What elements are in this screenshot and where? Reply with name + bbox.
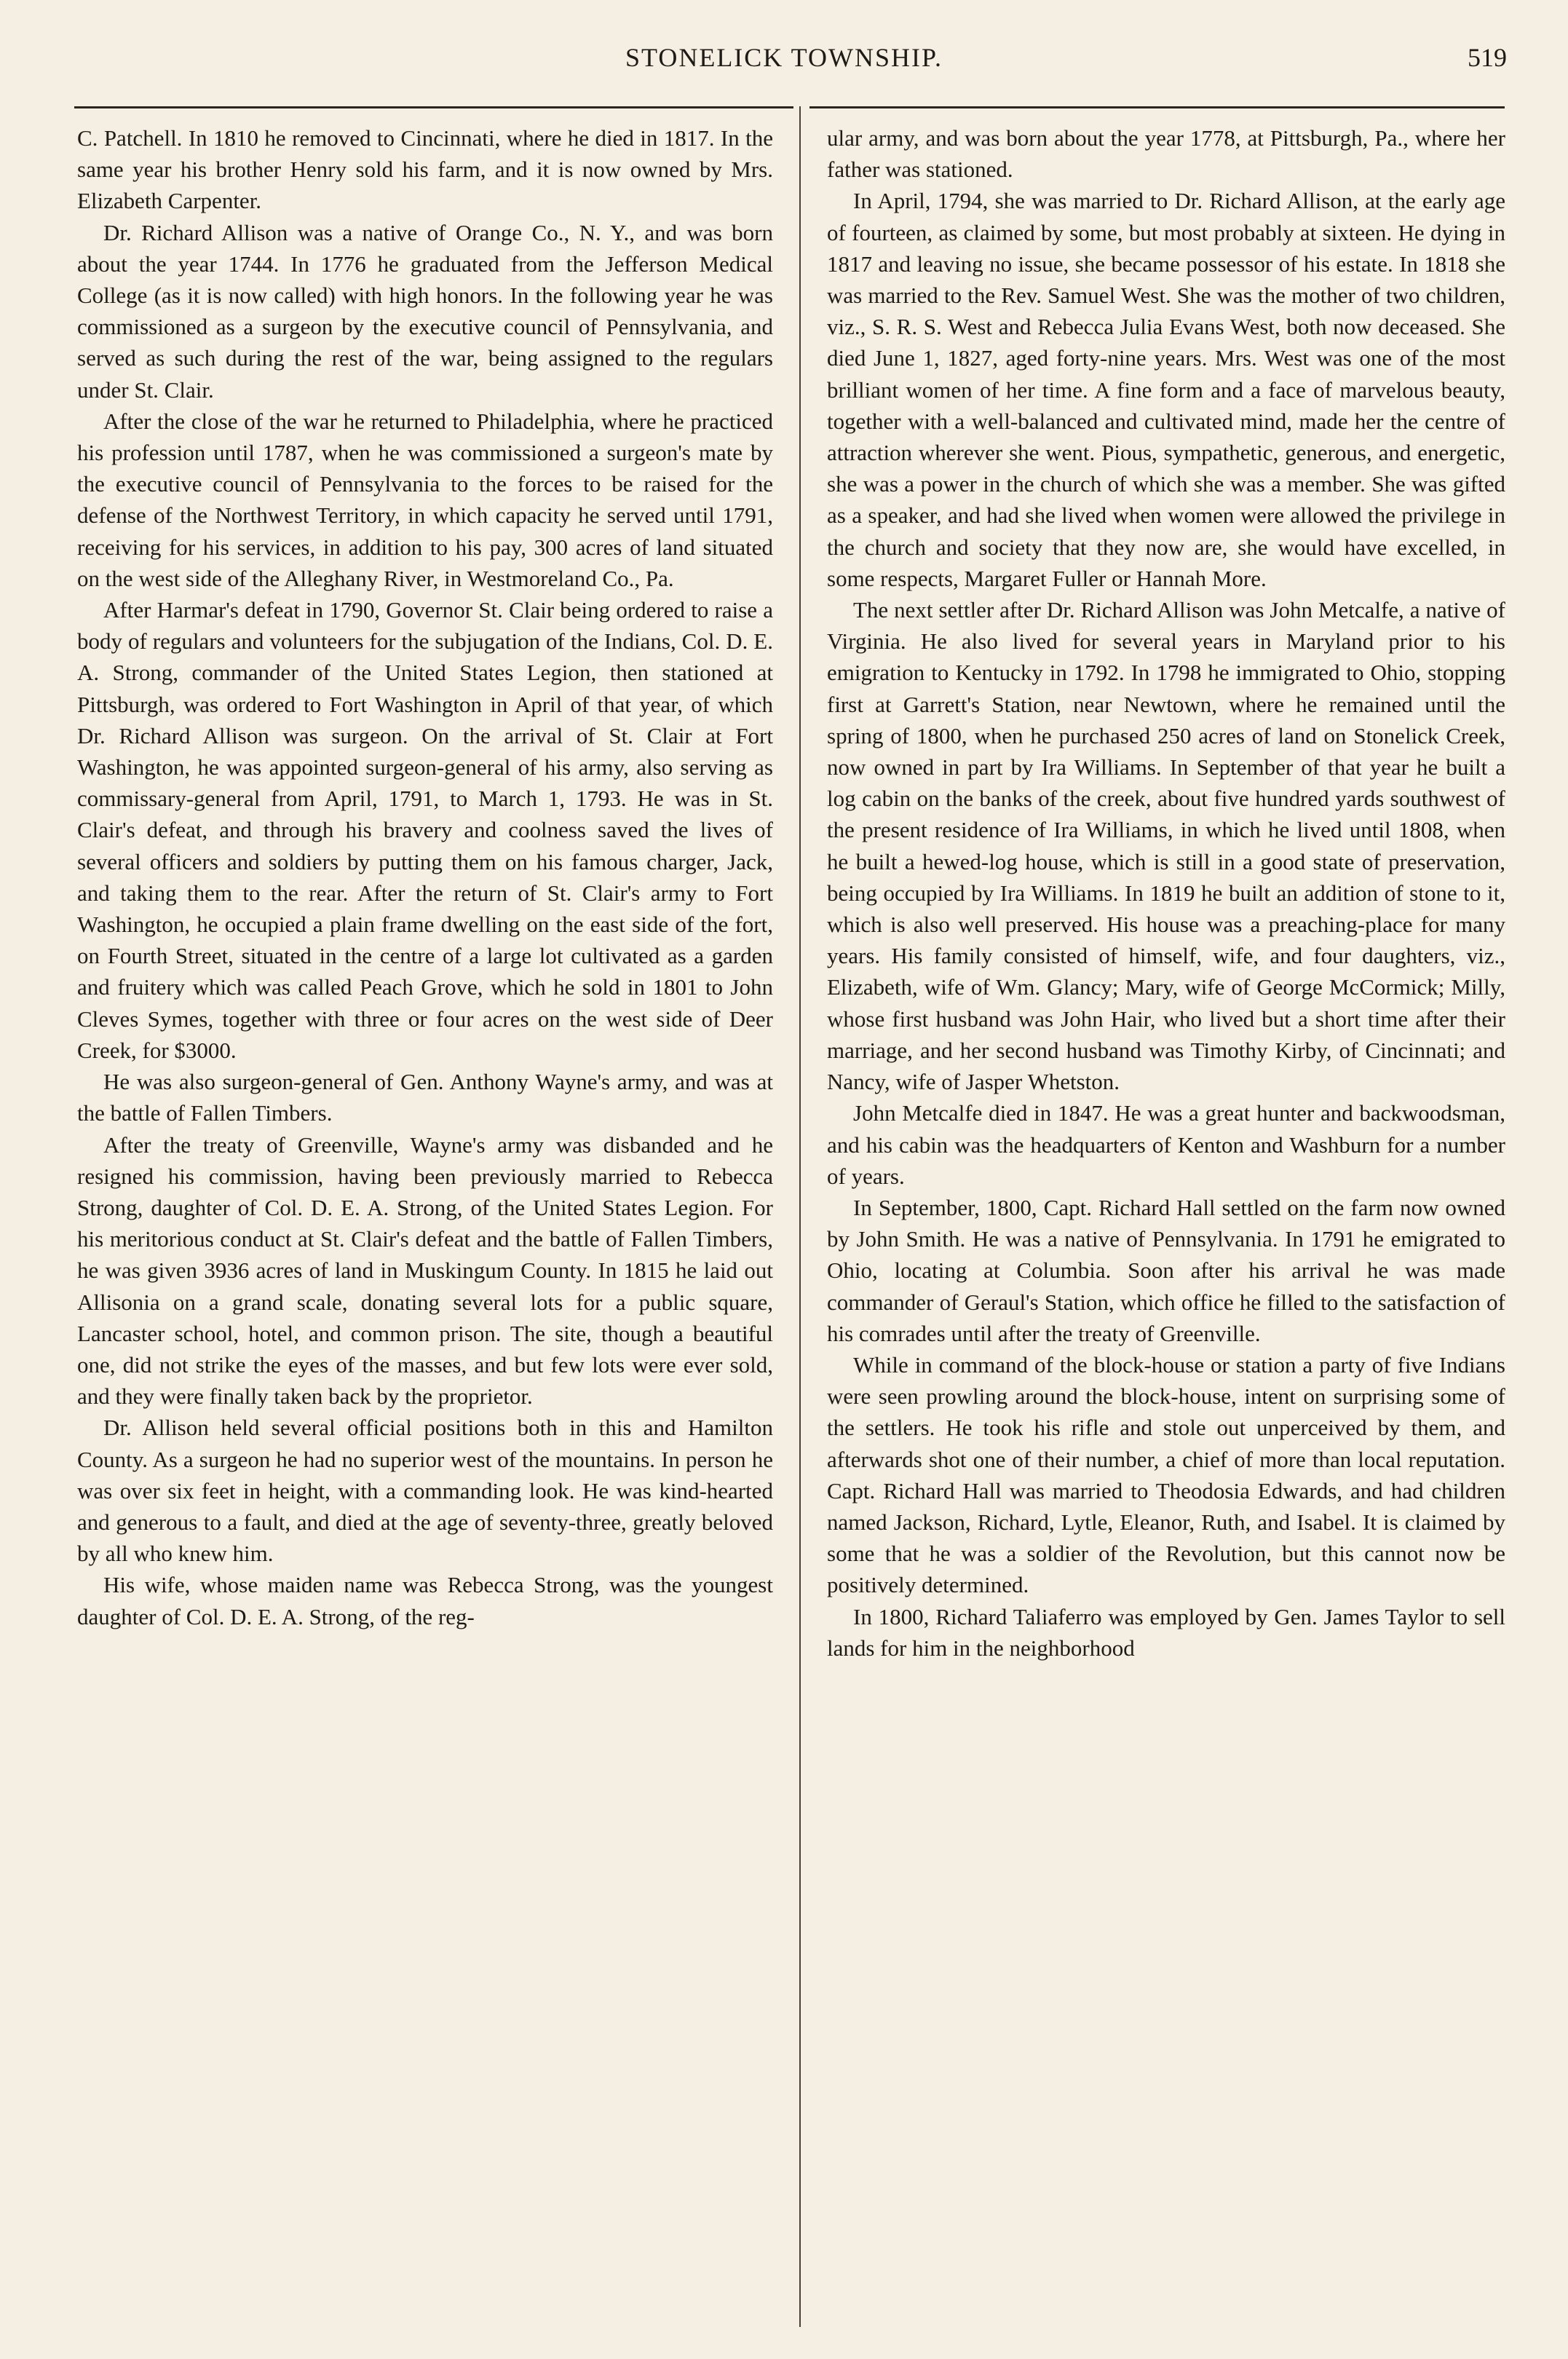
paragraph: After Harmar's defeat in 1790, Governor St. Clair being ordered to raise a body of regulars and volunteers for the subjugation of the Indians, Col. D. E. A. Strong, commander of the United States Legion, then stationed at Pittsburgh, was ordered to Fort Washington in April of that year, of which Dr. Richard Allison was surgeon. On the arrival of St. Clair at Fort Washington, he was appointed surgeon-general of his army, also serving as commissary-general from April, 1791, to March 1, 1793. He was in St. Clair's defeat, and through his bravery and coolness saved the lives of several officers and soldiers by putting them on his famous charger, Jack, and taking them to the rear. After the return of St. Clair's army to Fort Washington, he occupied a plain frame dwelling on the east side of the fort, on Fourth Street, situated in the centre of a large lot cultivated as a garden and fruitery which was called Peach Grove, which he sold in 1801 to John Cleves Symes, together with three or four acres on the west side of Deer Creek, for $3000. [77,597,773,1063]
running-title: STONELICK TOWNSHIP. [625,43,943,72]
left-column [77,122,773,1632]
paragraph: C. Patchell. In 1810 he removed to Cincinnati, where he died in 1817. In the same year his brother Henry sold his farm, and it is now owned by Mrs. Elizabeth Carpenter. [77,125,773,214]
paragraph: After the close of the war he returned to Philadelphia, where he practiced his profession until 1787, when he was commissioned a surgeon's mate by the executive council of Pennsylvania to the forces to be raised for the defense of the Northwest Territory, in which capacity he served until 1791, receiving for his services, in addition to his pay, 300 acres of land situated on the west side of the Alleghany River, in Westmoreland Co., Pa. [77,408,773,591]
paragraph: After the treaty of Greenville, Wayne's army was disbanded and he resigned his commission, having been previously married to Rebecca Strong, daughter of Col. D. E. A. Strong, of the United States Legion. For his meritorious conduct at St. Clair's defeat and the battle of Fallen Timbers, he was given 3936 acres of land in Muskingum County. In 1815 he laid out Allisonia on a grand scale, donating several lots for a public square, Lancaster school, hotel, and common prison. The site, though a beautiful one, did not strike the eyes of the masses, and but few lots were ever sold, and they were finally taken back by the proprietor. [77,1131,773,1410]
page-number: 519 [1468,43,1507,72]
column-divider [799,106,801,2327]
paragraph: In September, 1800, Capt. Richard Hall settled on the farm now owned by John Smith. He was a native of Pennsylvania. In 1791 he emigrated to Ohio, locating at Columbia. Soon after his arrival he was made commander of Geraul's Station, which office he filled to the satisfaction of his comrades until after the treaty of Greenville. [827,1194,1505,1346]
paragraph: In April, 1794, she was married to Dr. Richard Allison, at the early age of fourteen, as claimed by some, but most probably at sixteen. He dying in 1817 and leaving no issue, she became possessor of his estate. In 1818 she was married to the Rev. Samuel West. She was the mother of two children, viz., S. R. S. West and Rebecca Julia Evans West, both now deceased. She died June 1, 1827, aged forty-nine years. Mrs. West was one of the most brilliant women of her time. A fine form and a face of marvelous beauty, together with a well-balanced and cultivated mind, made her the centre of attraction wherever she went. Pious, sympathetic, generous, and energetic, she was a power in the church of which she was a member. She was gifted as a speaker, and had she lived when women were allowed the privilege in the church and society that they now are, she would have excelled, in some respects, Margaret Fuller or Hannah More. [827,188,1505,591]
right-column [827,122,1505,1664]
paragraph: ular army, and was born about the year 1778, at Pittsburgh, Pa., where her father was stationed. [827,125,1505,183]
paragraph: Dr. Allison held several official positions both in this and Hamilton County. As a surgeon he had no superior west of the mountains. In person he was over six feet in height, with a commanding look. He was kind-hearted and generous to a fault, and died at the age of seventy-three, greatly beloved by all who knew him. [77,1415,773,1567]
paragraph: His wife, whose maiden name was Rebecca Strong, was the youngest daughter of Col. D. E. A. Strong, of the reg- [77,1572,773,1629]
paragraph: While in command of the block-house or station a party of five Indians were seen prowling around the block-house, intent on surprising some of the settlers. He took his rifle and stole out unperceived by them, and afterwards shot one of their number, a chief of more than local reputation. Capt. Richard Hall was married to Theodosia Edwards, and had children named Jackson, Richard, Lytle, Eleanor, Ruth, and Isabel. It is claimed by some that he was a soldier of the Revolution, but this cannot now be positively determined. [827,1351,1505,1598]
paragraph: The next settler after Dr. Richard Allison was John Metcalfe, a native of Virginia. He also lived for several years in Maryland prior to his emigration to Kentucky in 1792. In 1798 he immigrated to Ohio, stopping first at Garrett's Station, near Newtown, where he remained until the spring of 1800, when he purchased 250 acres of land on Stonelick Creek, now owned in part by Ira Williams. In September of that year he built a log cabin on the banks of the creek, about five hundred yards southwest of the present residence of Ira Williams, in which he lived until 1808, when he built a hewed-log house, which is still in a good state of preservation, being occupied by Ira Williams. In 1819 he built an addition of stone to it, which is also well preserved. His house was a preaching-place for many years. His family consisted of himself, wife, and four daughters, viz., Elizabeth, wife of Wm. Glancy; Mary, wife of George McCormick; Milly, whose first husband was John Hair, who lived but a short time after their marriage, and her second husband was Timothy Kirby, of Cincinnati; and Nancy, wife of Jasper Whetston. [827,597,1505,1095]
paragraph: In 1800, Richard Taliaferro was employed by Gen. James Taylor to sell lands for him in the neighborhood [827,1603,1505,1661]
paragraph: He was also surgeon-general of Gen. Anthony Wayne's army, and was at the battle of Fallen Timbers. [77,1069,773,1126]
paragraph: Dr. Richard Allison was a native of Orange Co., N. Y., and was born about the year 1744. In 1776 he graduated from the Jefferson Medical College (as it is now called) with high honors. In the following year he was commissioned as a surgeon by the executive council of Pennsylvania, and served as such during the rest of the war, being assigned to the regulars under St. Clair. [77,219,773,403]
paragraph: John Metcalfe died in 1847. He was a great hunter and backwoodsman, and his cabin was the headquarters of Kenton and Washburn for a number of years. [827,1100,1505,1189]
header-rule-right [809,106,1505,108]
header-rule-left [74,106,793,108]
running-head [0,42,1568,86]
